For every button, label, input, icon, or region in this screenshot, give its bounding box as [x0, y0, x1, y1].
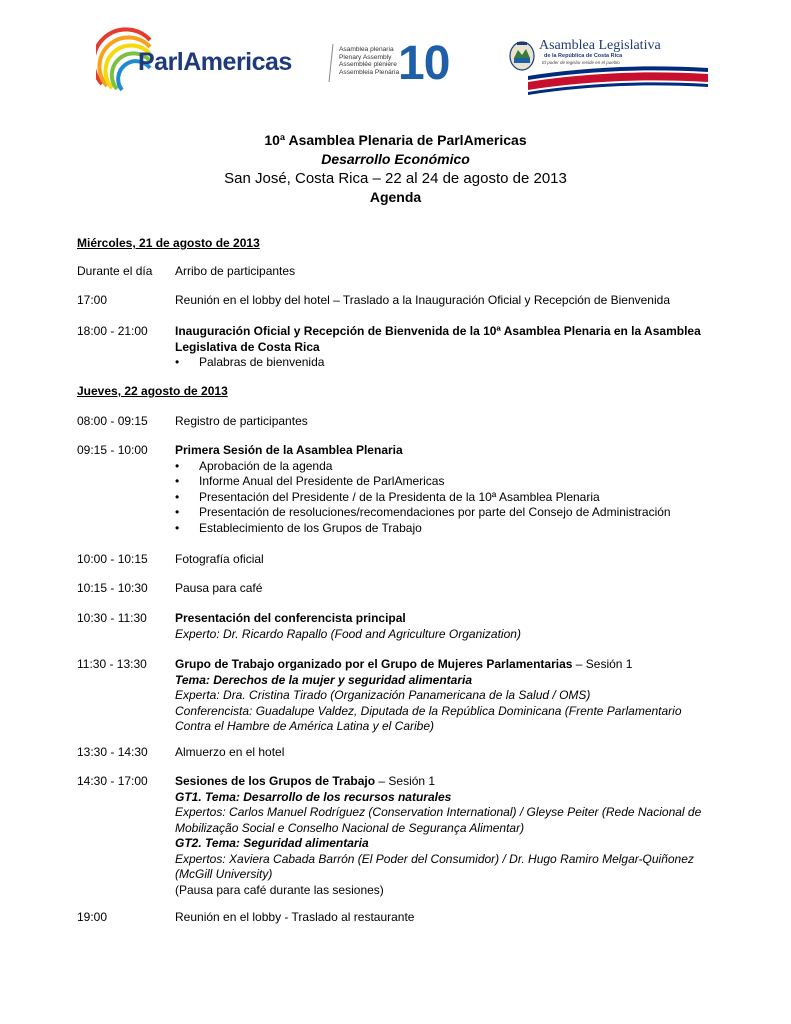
- title-line-2: Desarrollo Económico: [321, 151, 470, 167]
- agenda-time: 08:00 - 09:15: [77, 414, 148, 428]
- agenda-time: 10:15 - 10:30: [77, 581, 148, 595]
- agenda-session-title: Presentación del conferencista principal: [175, 611, 406, 625]
- document-header: [0, 0, 791, 110]
- agenda-time: 18:00 - 21:00: [77, 324, 148, 338]
- parlamericas-logo: [96, 26, 326, 96]
- bullet-item: • Establecimiento de los Grupos de Trabajo: [175, 521, 717, 537]
- agenda-text: Pausa para café: [175, 581, 263, 595]
- agenda-time: Durante el día: [77, 264, 153, 278]
- session-suffix: – Sesión 1: [572, 657, 633, 671]
- working-group-2-experts: Expertos: Xaviera Cabada Barrón (El Poder del Consumidor) / Dr. Hugo Ramiro Melgar-Quiñonez (McGill University): [175, 851, 694, 881]
- agenda-time: 10:00 - 10:15: [77, 552, 148, 566]
- bullet-item: • Presentación del Presidente / de la Presidenta de la 10ª Asamblea Plenaria: [175, 490, 717, 506]
- agenda-bullets: [175, 355, 717, 371]
- assembly-line-en: Plenary Assembly: [339, 53, 392, 61]
- assembly-line-fr: Assemblée plénière: [339, 61, 397, 69]
- agenda-time: 17:00: [77, 293, 108, 307]
- bullet-item: • Informe Anual del Presidente de ParlAmericas: [175, 474, 717, 490]
- asamblea-legislativa-name: Asamblea Legislativa: [539, 38, 661, 53]
- agenda-content: [175, 443, 717, 536]
- working-group-1-theme: GT1. Tema: Desarrollo de los recursos naturales: [175, 789, 452, 804]
- agenda-session-title: Inauguración Oficial y Recepción de Bienvenida de la 10ª Asamblea Plenaria en la Asamblea Legislativa de Costa Rica: [175, 324, 701, 354]
- assembly-line-es: Asamblea plenaria: [339, 46, 394, 53]
- agenda-time: 14:30 - 17:00: [77, 774, 148, 788]
- title-line-3: San José, Costa Rica – 22 al 24 de agosto de 2013: [224, 170, 567, 187]
- agenda-time: 11:30 - 13:30: [77, 657, 147, 671]
- agenda-text: Registro de participantes: [175, 414, 308, 428]
- day-heading-thursday: Jueves, 22 agosto de 2013: [77, 384, 228, 398]
- agenda-title-block: [0, 131, 791, 207]
- working-group-1-experts: Expertos: Carlos Manuel Rodríguez (Conservation International) / Gleyse Peiter (Rede Nacional de Mobilização Social e Conselho Nacional de Segurança Alimentar): [175, 805, 702, 835]
- asamblea-legislativa-logo: [508, 36, 708, 96]
- agenda-text: Fotografía oficial: [175, 552, 264, 566]
- agenda-session-title: Grupo de Trabajo organizado por el Grupo de Mujeres Parlamentarias: [175, 657, 573, 671]
- edition-number: 10: [398, 37, 450, 90]
- working-group-2-theme: GT2. Tema: Seguridad alimentaria: [175, 836, 369, 850]
- agenda-text: Arribo de participantes: [175, 264, 296, 278]
- asamblea-legislativa-motto: El poder de legislar reside en el pueblo: [542, 60, 620, 65]
- agenda-time: 10:30 - 11:30: [77, 611, 147, 625]
- day-heading-wednesday: Miércoles, 21 de agosto de 2013: [77, 236, 260, 250]
- agenda-content: [175, 657, 717, 735]
- agenda-session-title: Sesiones de los Grupos de Trabajo: [175, 774, 376, 788]
- bullet-item: • Aprobación de la agenda: [175, 459, 717, 475]
- agenda-time: 13:30 - 14:30: [77, 745, 148, 759]
- parlamericas-wordmark: ParlAmericas: [138, 48, 292, 76]
- agenda-text: Almuerzo en el hotel: [175, 745, 285, 759]
- agenda-expert: Experto: Dr. Ricardo Rapallo (Food and Agriculture Organization): [175, 626, 521, 641]
- session-suffix: – Sesión 1: [375, 774, 436, 788]
- agenda-content: [175, 611, 717, 642]
- logo-divider: [327, 44, 335, 82]
- assembly-language-lines: [339, 46, 399, 76]
- session-note: (Pausa para café durante las sesiones): [175, 882, 384, 897]
- agenda-theme: Tema: Derechos de la mujer y seguridad alimentaria: [175, 672, 472, 687]
- agenda-content: [175, 774, 717, 898]
- coat-of-arms-icon: [508, 40, 536, 72]
- agenda-expert: Experta: Dra. Cristina Tirado (Organización Panamericana de la Salud / OMS): [175, 688, 591, 702]
- agenda-content: [175, 324, 717, 371]
- bullet-item: • Presentación de resoluciones/recomendaciones por parte del Consejo de Administración: [175, 505, 717, 521]
- agenda-session-title: Primera Sesión de la Asamblea Plenaria: [175, 443, 403, 457]
- agenda-text: Reunión en el lobby - Traslado al restaurante: [175, 910, 415, 924]
- title-line-4: Agenda: [369, 189, 422, 205]
- agenda-bullets: [175, 459, 717, 537]
- bullet-item: • Palabras de bienvenida: [175, 355, 717, 371]
- assembly-line-pt: Assembleia Plenária: [339, 68, 400, 76]
- title-line-1: 10ª Asamblea Plenaria de ParlAmericas: [264, 132, 527, 148]
- agenda-time: 09:15 - 10:00: [77, 443, 148, 457]
- agenda-text: Reunión en el lobby del hotel – Traslado a la Inauguración Oficial y Recepción de Bienvenida: [175, 293, 670, 307]
- agenda-time: 19:00: [77, 910, 108, 924]
- agenda-speaker: Conferencista: Guadalupe Valdez, Diputada de la República Dominicana (Frente Parlamentario Contra el Hambre de América Latina y el Caribe): [175, 703, 682, 733]
- asamblea-legislativa-subtitle: de la República de Costa Rica: [544, 53, 623, 59]
